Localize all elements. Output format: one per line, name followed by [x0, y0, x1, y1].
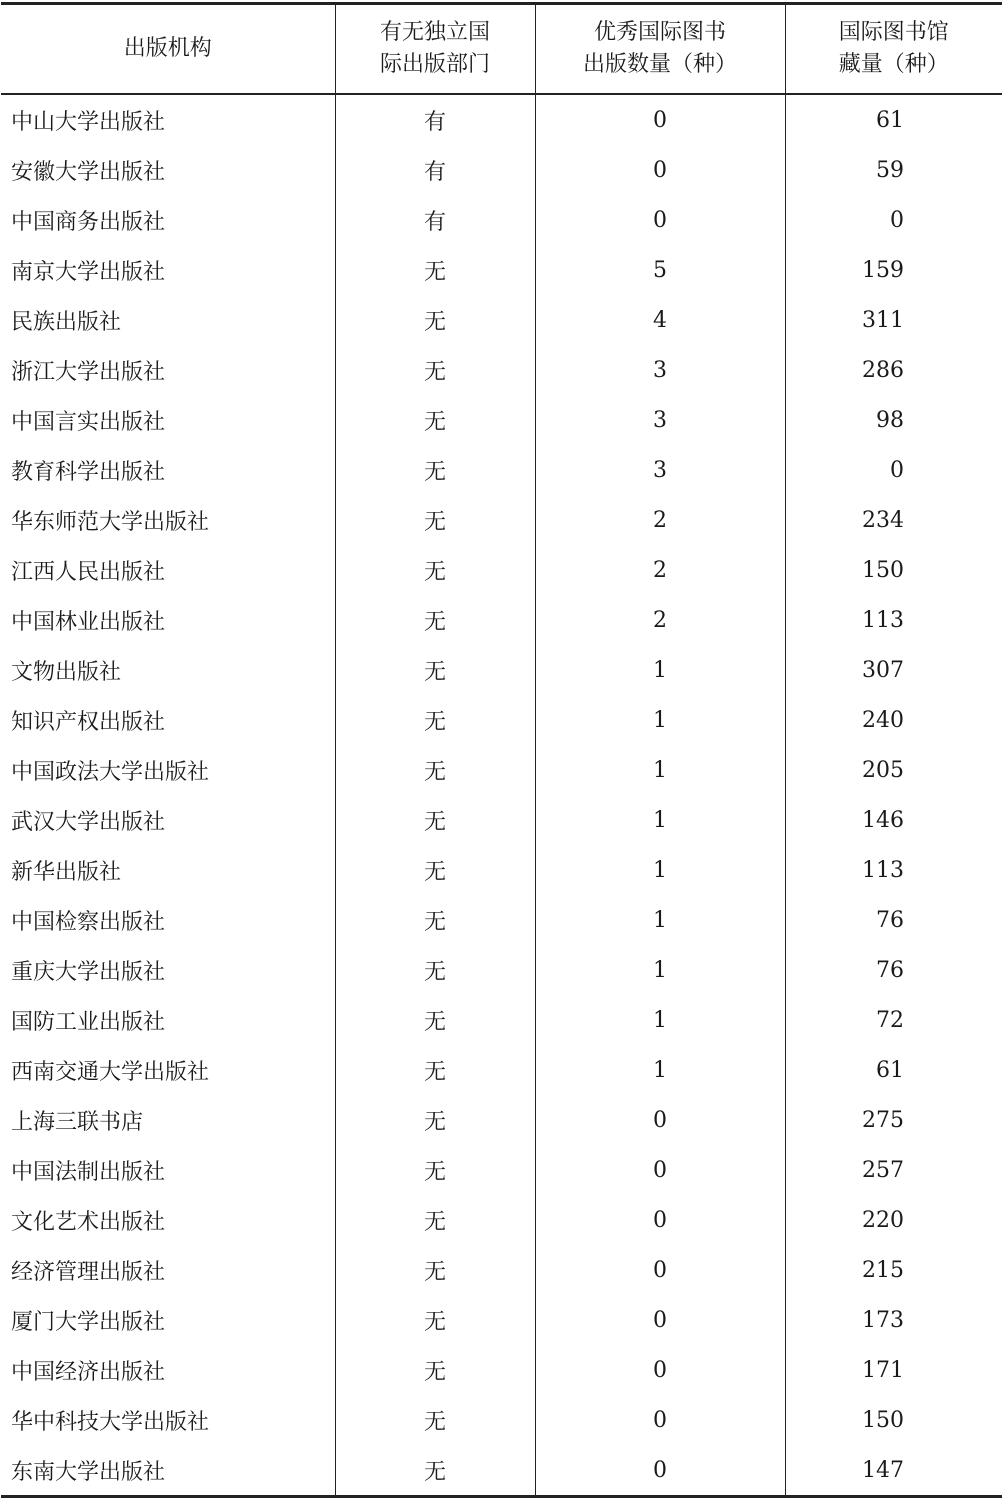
cell-publisher: 中山大学出版社 — [11, 109, 166, 135]
cell-intl-dept: 无 — [335, 1145, 535, 1195]
cell-intl-dept: 无 — [335, 1045, 535, 1095]
table-row — [1, 895, 1002, 945]
cell-publisher: 新华出版社 — [11, 859, 122, 885]
cell-excellent-books: 5 — [535, 245, 785, 295]
cell-intl-dept: 无 — [335, 245, 535, 295]
header-publisher — [1, 4, 335, 95]
cell-intl-dept: 无 — [335, 295, 535, 345]
cell-publisher: 安徽大学出版社 — [11, 159, 166, 185]
cell-intl-dept: 无 — [335, 995, 535, 1045]
cell-publisher: 南京大学出版社 — [11, 259, 166, 285]
cell-intl-dept: 无 — [335, 1345, 535, 1395]
cell-intl-dept: 无 — [335, 545, 535, 595]
cell-publisher: 经济管理出版社 — [11, 1259, 166, 1285]
cell-publisher: 浙江大学出版社 — [11, 359, 166, 385]
cell-publisher: 文物出版社 — [11, 659, 122, 685]
table-row — [1, 145, 1002, 195]
cell-excellent-books: 0 — [535, 1195, 785, 1245]
table-row — [1, 1195, 1002, 1245]
header-line: 优秀国际图书 — [593, 20, 726, 45]
cell-library-holdings: 171 — [785, 1345, 1002, 1395]
cell-library-holdings: 146 — [785, 795, 1002, 845]
cell-publisher: 华东师范大学出版社 — [11, 509, 210, 535]
cell-excellent-books: 0 — [535, 94, 785, 145]
cell-publisher: 中国林业出版社 — [11, 609, 166, 635]
cell-excellent-books: 1 — [535, 645, 785, 695]
cell-intl-dept: 有 — [335, 195, 535, 245]
header-line: 出版机构 — [123, 36, 212, 61]
cell-intl-dept: 无 — [335, 1395, 535, 1445]
cell-intl-dept: 无 — [335, 1245, 535, 1295]
cell-intl-dept: 无 — [335, 1295, 535, 1345]
table-row — [1, 795, 1002, 845]
cell-publisher: 中国法制出版社 — [11, 1159, 166, 1185]
cell-publisher: 厦门大学出版社 — [11, 1309, 166, 1335]
header-line: 藏量（种） — [838, 52, 949, 77]
cell-publisher: 华中科技大学出版社 — [11, 1409, 210, 1435]
cell-excellent-books: 1 — [535, 1045, 785, 1095]
cell-excellent-books: 3 — [535, 445, 785, 495]
cell-intl-dept: 无 — [335, 1445, 535, 1497]
table-row — [1, 1245, 1002, 1295]
cell-publisher: 江西人民出版社 — [11, 559, 166, 585]
cell-library-holdings: 220 — [785, 1195, 1002, 1245]
table-row — [1, 995, 1002, 1045]
cell-library-holdings: 205 — [785, 745, 1002, 795]
cell-intl-dept: 无 — [335, 795, 535, 845]
cell-intl-dept: 无 — [335, 495, 535, 545]
cell-excellent-books: 2 — [535, 595, 785, 645]
cell-publisher: 中国商务出版社 — [11, 209, 166, 235]
cell-library-holdings: 72 — [785, 995, 1002, 1045]
cell-intl-dept: 无 — [335, 445, 535, 495]
cell-publisher: 重庆大学出版社 — [11, 959, 166, 985]
table-row — [1, 395, 1002, 445]
cell-library-holdings: 240 — [785, 695, 1002, 745]
cell-publisher: 教育科学出版社 — [11, 459, 166, 485]
cell-excellent-books: 4 — [535, 295, 785, 345]
cell-publisher: 西南交通大学出版社 — [11, 1059, 210, 1085]
table-row — [1, 695, 1002, 745]
cell-library-holdings: 150 — [785, 1395, 1002, 1445]
header-line: 有无独立国 — [379, 20, 490, 45]
cell-library-holdings: 173 — [785, 1295, 1002, 1345]
cell-publisher: 文化艺术出版社 — [11, 1209, 166, 1235]
cell-library-holdings: 307 — [785, 645, 1002, 695]
cell-excellent-books: 1 — [535, 795, 785, 845]
table-row — [1, 745, 1002, 795]
header-line: 国际图书馆 — [838, 20, 949, 45]
cell-library-holdings: 113 — [785, 845, 1002, 895]
cell-excellent-books: 2 — [535, 545, 785, 595]
table-row — [1, 1445, 1002, 1497]
cell-library-holdings: 61 — [785, 94, 1002, 145]
cell-intl-dept: 无 — [335, 945, 535, 995]
cell-excellent-books: 0 — [535, 1345, 785, 1395]
cell-excellent-books: 1 — [535, 695, 785, 745]
cell-intl-dept: 有 — [335, 145, 535, 195]
cell-excellent-books: 3 — [535, 395, 785, 445]
cell-library-holdings: 76 — [785, 895, 1002, 945]
cell-publisher: 国防工业出版社 — [11, 1009, 166, 1035]
cell-excellent-books: 0 — [535, 1145, 785, 1195]
table-row — [1, 845, 1002, 895]
cell-intl-dept: 无 — [335, 395, 535, 445]
publisher-table — [1, 2, 1002, 1498]
table-row — [1, 345, 1002, 395]
cell-publisher: 中国政法大学出版社 — [11, 759, 210, 785]
table-row — [1, 445, 1002, 495]
table-row — [1, 945, 1002, 995]
cell-excellent-books: 2 — [535, 495, 785, 545]
cell-excellent-books: 1 — [535, 995, 785, 1045]
cell-library-holdings: 0 — [785, 195, 1002, 245]
cell-publisher: 中国言实出版社 — [11, 409, 166, 435]
cell-intl-dept: 无 — [335, 595, 535, 645]
cell-library-holdings: 159 — [785, 245, 1002, 295]
cell-excellent-books: 3 — [535, 345, 785, 395]
cell-library-holdings: 311 — [785, 295, 1002, 345]
cell-excellent-books: 0 — [535, 145, 785, 195]
cell-excellent-books: 1 — [535, 845, 785, 895]
cell-intl-dept: 无 — [335, 695, 535, 745]
cell-publisher: 东南大学出版社 — [1, 1445, 335, 1497]
header-library-holdings — [785, 4, 1002, 95]
table-row — [1, 645, 1002, 695]
cell-library-holdings: 98 — [785, 395, 1002, 445]
cell-library-holdings: 150 — [785, 545, 1002, 595]
cell-library-holdings: 234 — [785, 495, 1002, 545]
cell-library-holdings: 0 — [785, 445, 1002, 495]
cell-excellent-books: 0 — [535, 1095, 785, 1145]
table-row — [1, 295, 1002, 345]
cell-excellent-books: 0 — [535, 1445, 785, 1497]
header-intl-dept — [335, 4, 535, 95]
cell-library-holdings: 76 — [785, 945, 1002, 995]
cell-intl-dept: 无 — [335, 1095, 535, 1145]
cell-intl-dept: 无 — [335, 895, 535, 945]
cell-excellent-books: 1 — [535, 895, 785, 945]
document-page — [0, 2, 1003, 1502]
cell-intl-dept: 无 — [335, 745, 535, 795]
cell-excellent-books: 0 — [535, 1295, 785, 1345]
table-row — [1, 595, 1002, 645]
table-row — [1, 1045, 1002, 1095]
cell-excellent-books: 0 — [535, 1245, 785, 1295]
cell-intl-dept: 无 — [335, 645, 535, 695]
table-row — [1, 1345, 1002, 1395]
header-line: 际出版部门 — [379, 52, 490, 77]
table-row — [1, 495, 1002, 545]
cell-excellent-books: 1 — [535, 745, 785, 795]
cell-excellent-books: 0 — [535, 1395, 785, 1445]
table-row — [1, 245, 1002, 295]
table-row — [1, 1145, 1002, 1195]
cell-library-holdings: 147 — [785, 1445, 1002, 1497]
table-row — [1, 94, 1002, 145]
cell-library-holdings: 215 — [785, 1245, 1002, 1295]
header-line: 出版数量（种） — [582, 52, 737, 77]
cell-library-holdings: 275 — [785, 1095, 1002, 1145]
cell-library-holdings: 286 — [785, 345, 1002, 395]
cell-intl-dept: 无 — [335, 1195, 535, 1245]
cell-publisher: 知识产权出版社 — [11, 709, 166, 735]
cell-library-holdings: 59 — [785, 145, 1002, 195]
cell-library-holdings: 113 — [785, 595, 1002, 645]
table-body — [1, 94, 1002, 1497]
cell-library-holdings: 61 — [785, 1045, 1002, 1095]
cell-publisher: 上海三联书店 — [11, 1109, 144, 1135]
table-row — [1, 1295, 1002, 1345]
cell-publisher: 武汉大学出版社 — [11, 809, 166, 835]
table-row — [1, 195, 1002, 245]
table-row — [1, 1395, 1002, 1445]
cell-publisher: 民族出版社 — [11, 309, 122, 335]
table-header-row — [1, 4, 1002, 95]
cell-publisher: 中国检察出版社 — [11, 909, 166, 935]
cell-excellent-books: 0 — [535, 195, 785, 245]
table-row — [1, 1095, 1002, 1145]
cell-intl-dept: 无 — [335, 345, 535, 395]
cell-intl-dept: 无 — [335, 845, 535, 895]
cell-excellent-books: 1 — [535, 945, 785, 995]
cell-library-holdings: 257 — [785, 1145, 1002, 1195]
table-row — [1, 545, 1002, 595]
cell-publisher: 中国经济出版社 — [11, 1359, 166, 1385]
cell-intl-dept: 有 — [335, 94, 535, 145]
header-excellent-books — [535, 4, 785, 95]
